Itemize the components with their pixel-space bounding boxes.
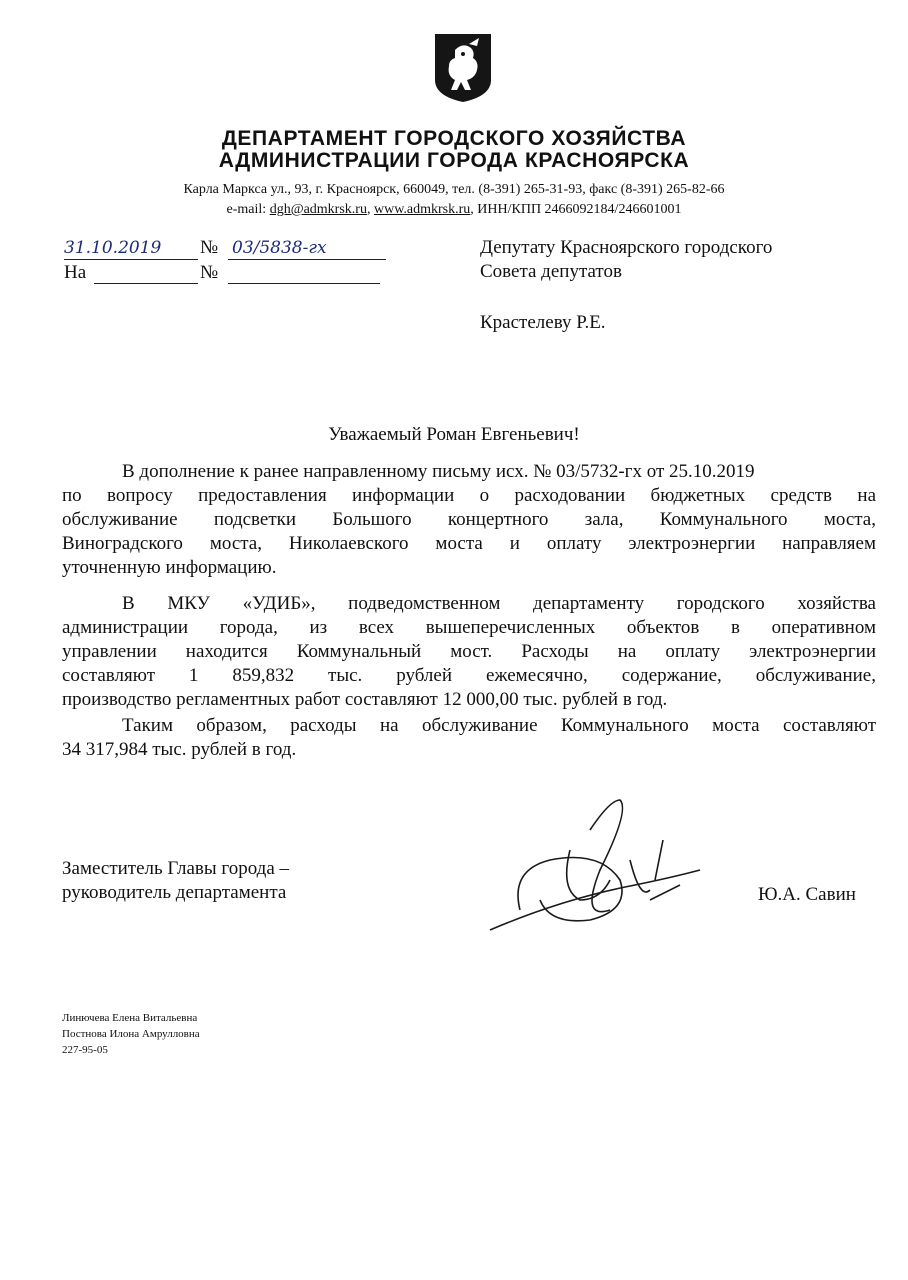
p1-line: Виноградского моста, Николаевского моста и оплату электроэнергии направляем: [62, 533, 876, 554]
addressee-line2: Совета депутатов: [480, 261, 622, 282]
na-line: [94, 283, 198, 284]
executor-1: Линючева Елена Витальевна: [62, 1012, 198, 1024]
signer-position-line2: руководитель департамента: [62, 882, 287, 903]
number-line: [228, 259, 386, 260]
executor-2: Постнова Илона Амрулловна: [62, 1028, 200, 1040]
separator: ,: [470, 202, 478, 217]
p1-line: уточненную информацию.: [62, 557, 277, 578]
signer-name: Ю.А. Савин: [758, 884, 856, 905]
handwritten-date: 31.10.2019: [64, 238, 162, 258]
email-prefix: e-mail:: [226, 202, 270, 217]
addressee-name: Крастелеву Р.Е.: [480, 312, 606, 333]
signature-icon: [480, 790, 710, 940]
org-contacts: [0, 202, 908, 218]
executor-phone: 227-95-05: [62, 1044, 108, 1056]
paragraph-2: [62, 592, 876, 712]
paragraph-1: [62, 460, 876, 580]
p1-line: обслуживание подсветки Большого концертного зала, Коммунального моста,: [62, 509, 876, 530]
na-number-line: [228, 283, 380, 284]
p2-line: производство регламентных работ составляют 12 000,00 тыс. рублей в год.: [62, 689, 668, 710]
org-name-line2: АДМИНИСТРАЦИИ ГОРОДА КРАСНОЯРСКА: [218, 149, 690, 172]
p3-line: Таким образом, расходы на обслуживание Коммунального моста составляют: [122, 715, 876, 736]
separator: ,: [366, 202, 374, 217]
na-number-label: №: [200, 262, 219, 283]
paragraph-3: [62, 714, 876, 762]
p3-line: 34 317,984 тыс. рублей в год.: [62, 739, 297, 760]
p2-line: В МКУ «УДИБ», подведомственном департаменту городского хозяйства: [122, 593, 876, 614]
p2-line: администрации города, из всех вышеперечисленных объектов в оперативном: [62, 617, 876, 638]
website-link[interactable]: www.admkrsk.ru: [373, 202, 471, 217]
salutation: Уважаемый Роман Евгеньевич!: [328, 424, 580, 445]
date-line: [64, 259, 198, 260]
addressee-line1: Депутату Красноярского городского: [480, 237, 773, 258]
inn-kpp: ИНН/КПП 2466092184/246601001: [477, 202, 682, 217]
org-name-line1: ДЕПАРТАМЕНТ ГОРОДСКОГО ХОЗЯЙСТВА: [221, 127, 687, 150]
org-address: Карла Маркса ул., 93, г. Красноярск, 660049, тел. (8-391) 265-31-93, факс (8-391) 265-82-66: [183, 182, 725, 197]
email-link[interactable]: dgh@admkrsk.ru: [269, 202, 367, 217]
na-label: На: [64, 262, 87, 283]
signer-position-line1: Заместитель Главы города –: [62, 858, 289, 879]
number-label: №: [200, 237, 219, 258]
p2-line: управлении находится Коммунальный мост. Расходы на оплату электроэнергии: [62, 641, 876, 662]
p2-line: составляют 1 859,832 тыс. рублей ежемесячно, содержание, обслуживание,: [62, 665, 876, 686]
p1-line: В дополнение к ранее направленному письму исх. № 03/5732-гх от 25.10.2019: [122, 461, 755, 482]
p1-line: по вопросу предоставления информации о расходовании бюджетных средств на: [62, 485, 876, 506]
coat-of-arms-icon: [433, 32, 493, 104]
executors: [62, 1010, 200, 1058]
handwritten-number: 03/5838-гх: [232, 238, 327, 258]
